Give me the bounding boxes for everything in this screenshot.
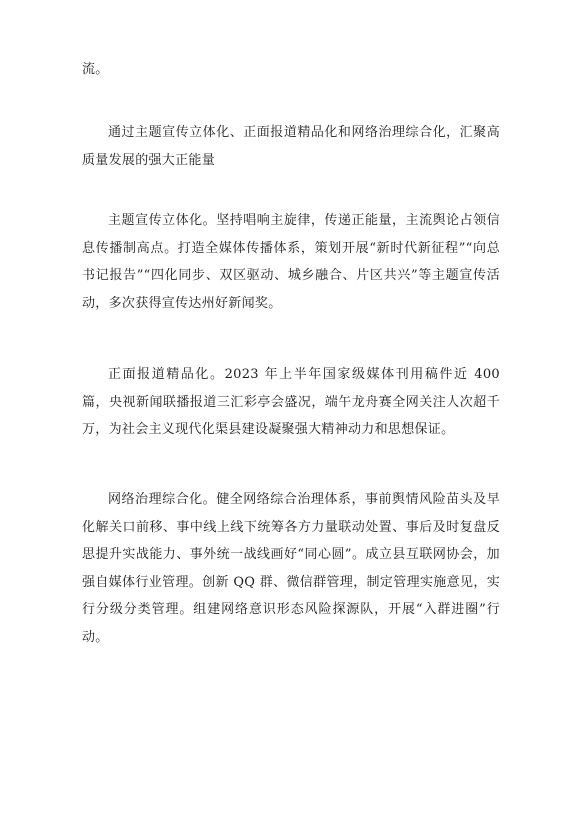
- paragraph-positive-reporting: 正面报道精品化。2023 年上半年国家级媒体刊用稿件近 400 篇，央视新闻联播报道三汇彩亭会盛况，端午龙舟赛全网关注人次超千万，为社会主义现代化渠县建设凝聚强大精神动力和思想保证。: [82, 367, 500, 437]
- paragraph-network-governance: 网络治理综合化。健全网络综合治理体系，事前舆情风险苗头及早化解关口前移、事中线上线下统筹各方力量联动处置、事后及时复盘反思提升实战能力、事外统一战线画好“同心圆”。成立县互联网协会，加强自媒体行业管理。创新 QQ 群、微信群管理，制定管理实施意见，实行分级分类管理。组建网络意识形态风险探源队，开展“入群进圈”行动。: [82, 492, 500, 645]
- paragraph-continuation: 流。: [82, 62, 109, 77]
- section-heading: 通过主题宣传立体化、正面报道精品化和网络治理综合化，汇聚高质量发展的强大正能量: [82, 125, 500, 168]
- paragraph-theme-publicity: 主题宣传立体化。坚持唱响主旋律，传递正能量，主流舆论占领信息传播制高点。打造全媒体传播体系，策划开展“新时代新征程”“向总书记报告”“四化同步、双区驱动、城乡融合、片区共兴”等主题宣传活动，多次获得宣传达州好新闻奖。: [82, 213, 500, 311]
